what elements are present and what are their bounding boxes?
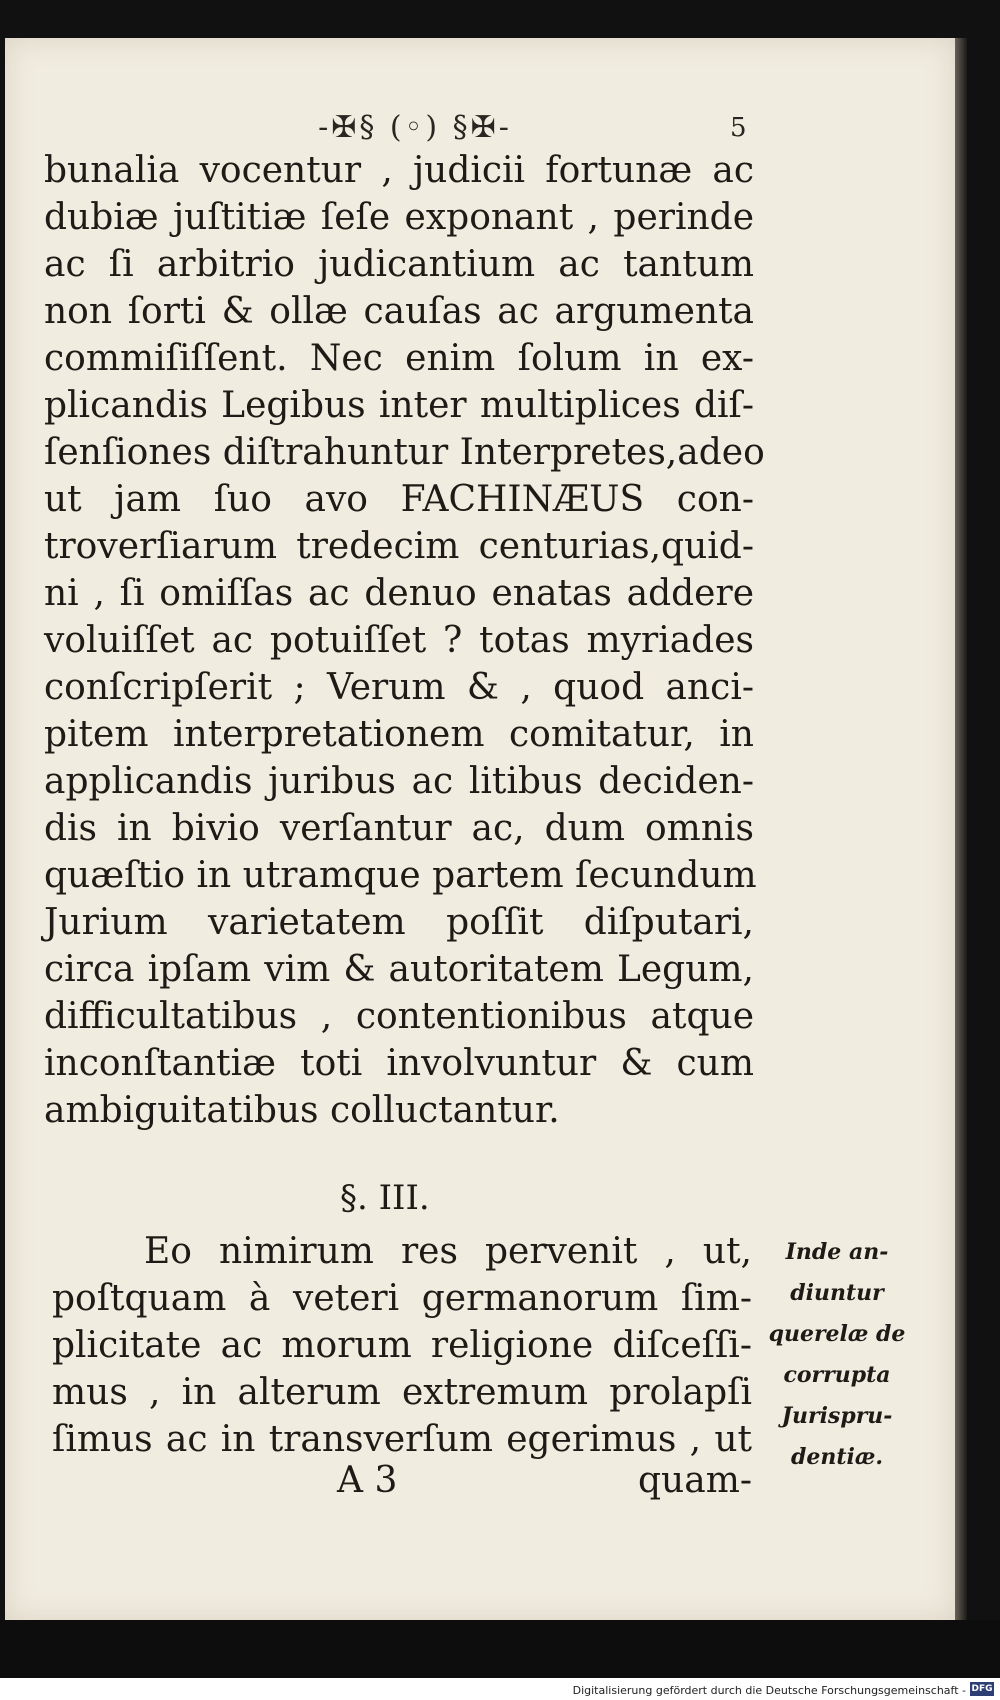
main-paragraph (44, 147, 765, 1134)
text-line: poſtquam à veteri germanorum ſim- (52, 1278, 752, 1319)
text-line: applicandis juribus ac litibus deciden- (44, 761, 754, 802)
text-line: voluiſſet ac potuiſſet ? totas myriades (44, 620, 754, 661)
section-heading: §. III. (340, 1178, 430, 1218)
marginal-note-line: Inde an- (785, 1239, 889, 1265)
marginal-note-line: Jurispru- (781, 1403, 893, 1429)
text-line: dis in bivio verſantur ac, dum omnis (44, 808, 754, 849)
text-line: conſcripſerit ; Verum & , quod anci- (44, 667, 754, 708)
marginal-note-line: querelæ de (768, 1321, 906, 1347)
page-edge-shadow (955, 38, 967, 1620)
text-line: dubiæ juſtitiæ ſeſe exponant , perinde (44, 197, 754, 238)
text-line: plicitate ac morum religione diſceſſi- (52, 1325, 752, 1366)
text-line: circa ipſam vim & autoritatem Legum, (44, 949, 754, 990)
text-line: Jurium varietatem poſſit diſputari, (44, 902, 754, 943)
scan-border (0, 1620, 1000, 1678)
text-line: Eo nimirum res pervenit , ut, (144, 1231, 752, 1272)
text-line: non ſorti & ollæ cauſas ac argumenta (44, 291, 754, 332)
marginal-note-line: dentiæ. (790, 1444, 884, 1470)
text-line: ſenſiones diſtrahuntur Interpretes,adeo (44, 432, 765, 473)
text-line: bunalia vocentur , judicii fortunæ ac (44, 150, 754, 191)
marginal-note-line: corrupta (783, 1362, 891, 1388)
text-line: mus , in alterum extremum prolapſi (52, 1372, 752, 1413)
text-line: difficultatibus , contentionibus atque (44, 996, 754, 1037)
digitization-credit: Digitalisierung gefördert durch die Deutsche Forschungsgemeinschaft - (572, 1684, 966, 1697)
text-line: ſimus ac in transverſum egerimus , ut (52, 1419, 752, 1460)
text-line: ut jam ſuo avo FACHINÆUS con- (44, 479, 754, 520)
catchline (52, 1460, 752, 1507)
text-line: pitem interpretationem comitatur, in (44, 714, 754, 755)
signature-mark: A 3 (337, 1460, 398, 1501)
header-ornament: -✠§ (◦) §✠- (318, 110, 512, 145)
text-line: ambiguitatibus colluctantur. (44, 1090, 560, 1131)
text-line: ac ſi arbitrio judicantium ac tantum (44, 244, 754, 285)
marginal-note (762, 1232, 912, 1478)
catchword: quam- (638, 1460, 752, 1501)
text-line: plicandis Legibus inter multiplices diſ- (44, 385, 754, 426)
text-line: troverſiarum tredecim centurias,quid- (44, 526, 754, 567)
text-line: commiſiſſent. Nec enim ſolum in ex- (44, 338, 754, 379)
dfg-logo: DFG (971, 1684, 993, 1694)
marginal-note-line: diuntur (790, 1280, 884, 1306)
page-number: 5 (730, 113, 747, 143)
text-line: inconſtantiæ toti involvuntur & cum (44, 1043, 754, 1084)
text-line: quæſtio in utramque partem ſecundum (44, 855, 757, 896)
second-paragraph (52, 1228, 752, 1463)
text-line: ni , ſi omiſſas ac denuo enatas addere (44, 573, 754, 614)
